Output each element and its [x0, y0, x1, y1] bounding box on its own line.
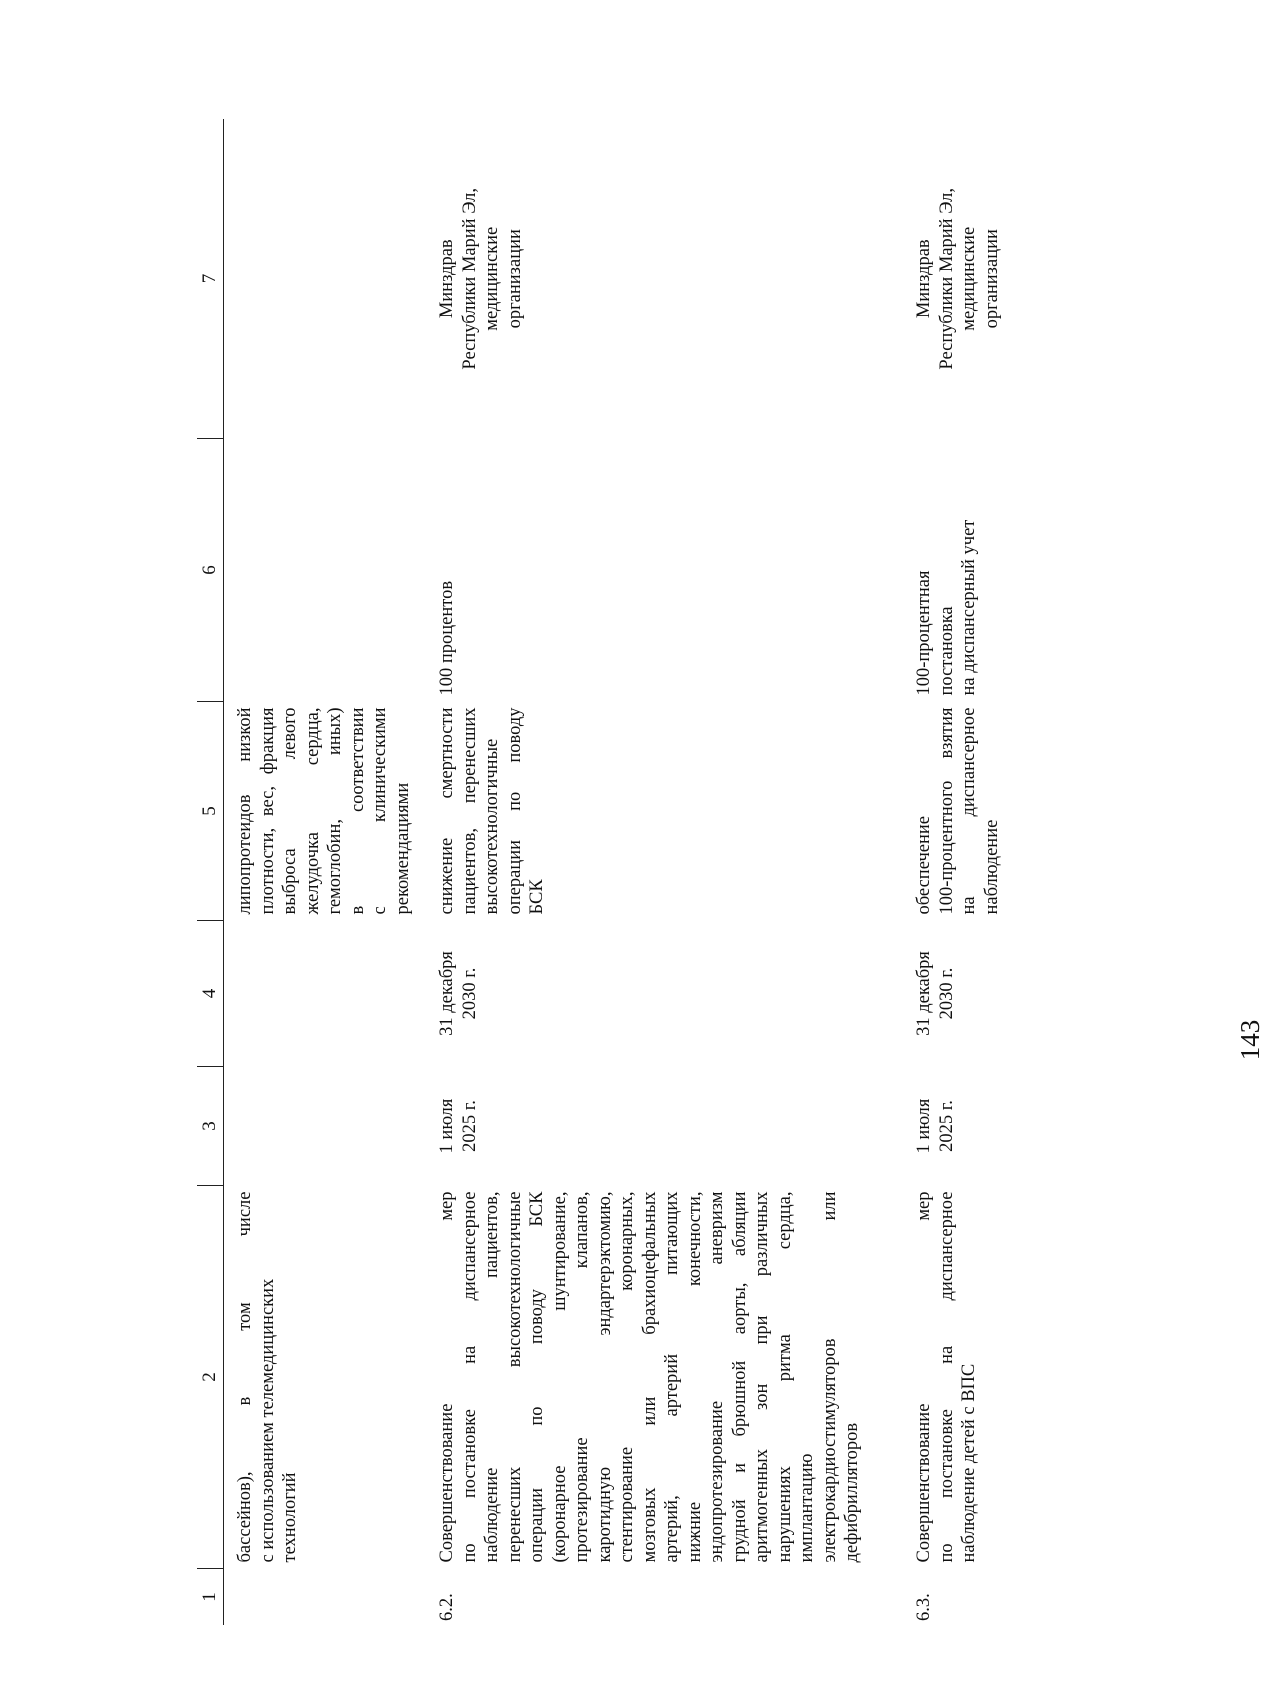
start-date-cell: [414, 1067, 891, 1186]
measure-line: артерий, артерий питающих: [662, 1191, 682, 1563]
result-line: выброса левого: [280, 707, 300, 915]
measure-line: нарушениях ритма сердца,: [774, 1191, 795, 1563]
measure-cell: [224, 1186, 415, 1569]
plan-table: [197, 119, 1003, 1625]
column-header-4: 4: [197, 921, 224, 1067]
measure-line: имплантацию: [797, 1453, 817, 1563]
result-line: на диспансерное: [959, 707, 979, 915]
responsible-cell: [891, 119, 1003, 439]
indicator-cell: [224, 439, 415, 702]
measure-line: протезирование клапанов,: [572, 1191, 592, 1563]
start-date-line: 1 июля: [914, 1098, 934, 1154]
start-date-line: 2025 г.: [936, 1100, 957, 1152]
column-header-2: 2: [197, 1186, 224, 1569]
measure-line: Совершенствование мер: [914, 1191, 934, 1563]
result-line: рекомендациями: [392, 782, 413, 915]
start-date-cell: [224, 1067, 415, 1186]
page-number: 143: [1235, 1019, 1265, 1061]
result-line: обеспечение: [914, 816, 934, 915]
result-line: желудочка сердца,: [302, 707, 323, 915]
result-line: в соответствии: [347, 707, 368, 915]
result-line: наблюдение: [981, 819, 1002, 915]
responsible-cell: [224, 119, 415, 439]
end-date-line: 31 декабря: [437, 951, 457, 1036]
responsible-line: медицинские: [959, 226, 979, 331]
result-line: пациентов, перенесших: [459, 707, 480, 915]
result-line: операции по поводу: [504, 707, 525, 915]
measure-line: операции по поводу БСК: [527, 1191, 547, 1563]
responsible-line: организации: [504, 229, 525, 329]
start-date-cell: [891, 1067, 1003, 1186]
result-line: плотности, вес, фракция: [257, 707, 278, 915]
column-header-5: 5: [197, 702, 224, 921]
table-row: [224, 119, 415, 1625]
indicator-cell: [891, 439, 1003, 702]
measure-line: с использованием телемедицинских: [257, 1278, 278, 1563]
responsible-line: Республики Марий Эл,: [936, 187, 957, 370]
measure-cell: [891, 1186, 1003, 1569]
responsible-line: Минздрав: [437, 239, 457, 319]
indicator-line: 100-процентная: [914, 570, 934, 696]
result-cell: [224, 702, 415, 921]
result-line: снижение смертности: [437, 707, 457, 915]
result-line: 100-процентного взятия: [936, 707, 957, 915]
measure-line: бассейнов), в том числе: [235, 1191, 255, 1563]
indicator-cell: [414, 439, 891, 702]
table-row: [891, 119, 1003, 1625]
responsible-line: организации: [981, 229, 1002, 329]
column-header-3: 3: [197, 1067, 224, 1186]
result-line: гемоглобин, иных): [325, 707, 345, 915]
measure-line: аритмогенных зон при различных: [752, 1191, 772, 1563]
end-date-line: 31 декабря: [914, 951, 934, 1036]
row-number: [224, 1569, 415, 1626]
column-header-7: 7: [197, 119, 224, 439]
row-number: 6.2.: [437, 1593, 457, 1621]
result-line: с клиническими: [370, 707, 390, 915]
end-date-cell: [224, 921, 415, 1067]
measure-line: нижние конечности,: [684, 1191, 705, 1563]
responsible-line: медицинские: [482, 226, 502, 331]
end-date-cell: [414, 921, 891, 1067]
end-date-cell: [891, 921, 1003, 1067]
measure-cell: [414, 1186, 891, 1569]
indicator-line: постановка: [936, 606, 957, 696]
result-cell: [891, 702, 1003, 921]
measure-line: грудной и брюшной аорты, абляции: [729, 1191, 750, 1563]
measure-line: по постановке на диспансерное: [936, 1191, 957, 1563]
row-number: 6.3.: [914, 1593, 934, 1621]
table-row: [414, 119, 891, 1625]
responsible-cell: [414, 119, 891, 439]
measure-line: по постановке на диспансерное: [459, 1191, 480, 1563]
rotated-page-content: [197, 125, 1097, 1625]
column-number-row: [197, 119, 224, 1625]
measure-line: наблюдение детей с ВПС: [959, 1363, 979, 1563]
measure-line: перенесших высокотехнологичные: [504, 1191, 525, 1563]
measure-line: (коронарное шунтирование,: [549, 1191, 570, 1563]
responsible-line: Республики Марий Эл,: [459, 187, 480, 370]
result-cell: [414, 702, 891, 921]
column-header-1: 1: [197, 1569, 224, 1626]
result-line: высокотехнологичные: [482, 738, 502, 915]
measure-line: каротидную эндартерэктомию,: [594, 1191, 615, 1563]
end-date-line: 2030 г.: [459, 967, 480, 1020]
measure-line: наблюдение пациентов,: [482, 1191, 502, 1563]
result-line: липопротеидов низкой: [235, 707, 255, 915]
measure-line: мозговых или брахиоцефальных: [639, 1191, 660, 1563]
start-date-line: 1 июля: [437, 1098, 457, 1154]
result-line: БСК: [527, 879, 547, 915]
start-date-line: 2025 г.: [459, 1100, 480, 1152]
measure-line: Совершенствование мер: [437, 1191, 457, 1563]
column-header-6: 6: [197, 439, 224, 702]
measure-line: электрокардиостимуляторов или: [819, 1191, 840, 1563]
measure-line: эндопротезирование аневризм: [707, 1191, 727, 1563]
responsible-line: Минздрав: [914, 239, 934, 319]
indicator-line: на диспансерный учет: [959, 519, 979, 696]
indicator-value: 100 процентов: [437, 580, 457, 696]
measure-line: стентирование коронарных,: [617, 1191, 637, 1563]
end-date-line: 2030 г.: [936, 967, 957, 1020]
measure-line: дефибрилляторов: [842, 1422, 862, 1563]
measure-line: технологий: [280, 1472, 300, 1563]
